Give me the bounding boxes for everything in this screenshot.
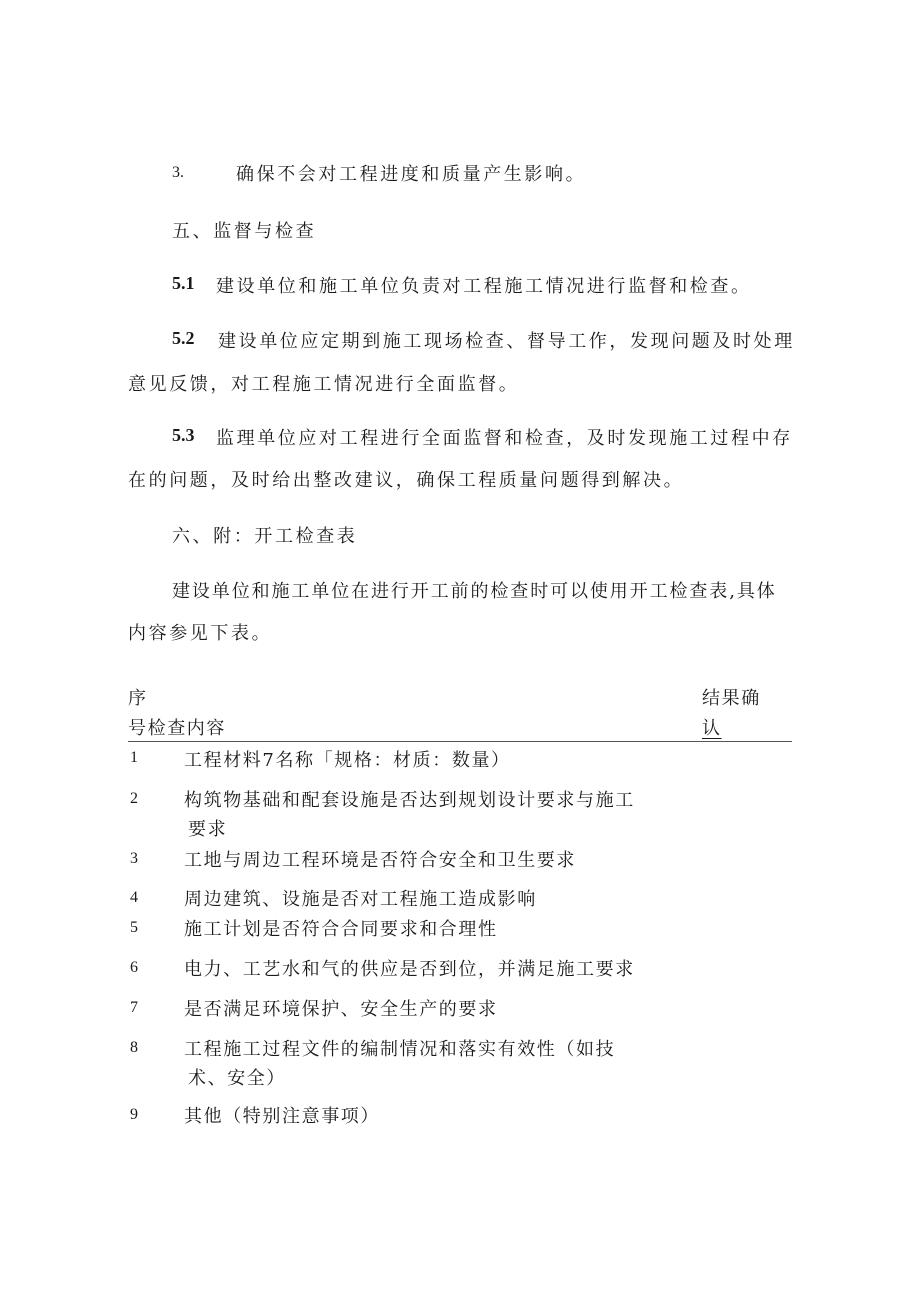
row-number: 9 [130, 1106, 138, 1123]
clause-text-line2: 在的问题，及时给出整改建议，确保工程质量问题得到解决。 [128, 470, 685, 491]
header-seq-line1: 序 [128, 688, 148, 709]
header-seq-line2: 号检查内容 [128, 718, 226, 739]
row-text: 工程材料7名称「规格：材质：数量） [184, 750, 511, 771]
row-text: 其他（特别注意事项） [184, 1106, 380, 1127]
clause-text: 建设单位和施工单位负责对工程施工情况进行监督和检查。 [216, 276, 752, 297]
section-heading: 五、监督与检查 [172, 221, 317, 242]
list-number: 3. [172, 164, 184, 181]
row-text-line1: 构筑物基础和配套设施是否达到规划设计要求与施工 [184, 790, 635, 811]
row-number: 3 [130, 850, 138, 867]
clause-text-line2: 意见反馈，对工程施工情况进行全面监督。 [128, 374, 520, 395]
row-number: 7 [130, 999, 138, 1016]
clause-text-line1: 建设单位应定期到施工现场检查、督导工作，发现问题及时处理 [218, 331, 795, 352]
row-text: 施工计划是否符合合同要求和合理性 [184, 919, 498, 940]
clause-number: 5.2 [172, 328, 195, 348]
header-result-line2: 认 [702, 718, 722, 739]
row-number: 5 [130, 919, 138, 936]
row-text: 工地与周边工程环境是否符合安全和卫生要求 [184, 850, 576, 871]
header-result-line1: 结果确 [702, 688, 761, 709]
row-number: 4 [130, 889, 138, 906]
row-number: 2 [130, 790, 138, 807]
row-text-line2: 术、安全） [188, 1068, 286, 1089]
clause-text-line1: 监理单位应对工程进行全面监督和检查，及时发现施工过程中存 [216, 428, 793, 449]
clause-number: 5.1 [172, 273, 195, 293]
row-text: 是否满足环境保护、安全生产的要求 [184, 999, 498, 1020]
list-item-text: 确保不会对工程进度和质量产生影响。 [236, 164, 587, 185]
table-header-rule [128, 741, 792, 742]
clause-number: 5.3 [172, 425, 195, 445]
row-number: 6 [130, 959, 138, 976]
intro-line2: 内容参见下表。 [128, 623, 273, 644]
row-number: 1 [130, 749, 138, 766]
row-number: 8 [130, 1039, 138, 1056]
row-text-line2: 要求 [188, 819, 228, 840]
row-text-line1: 工程施工过程文件的编制情况和落实有效性（如技 [184, 1039, 616, 1060]
row-text: 电力、工艺水和气的供应是否到位，并满足施工要求 [184, 959, 635, 980]
row-text: 周边建筑、设施是否对工程施工造成影响 [184, 889, 537, 910]
section-heading: 六、附：开工检查表 [172, 526, 358, 547]
intro-line1: 建设单位和施工单位在进行开工前的检查时可以使用开工检查表,具体 [172, 581, 777, 602]
